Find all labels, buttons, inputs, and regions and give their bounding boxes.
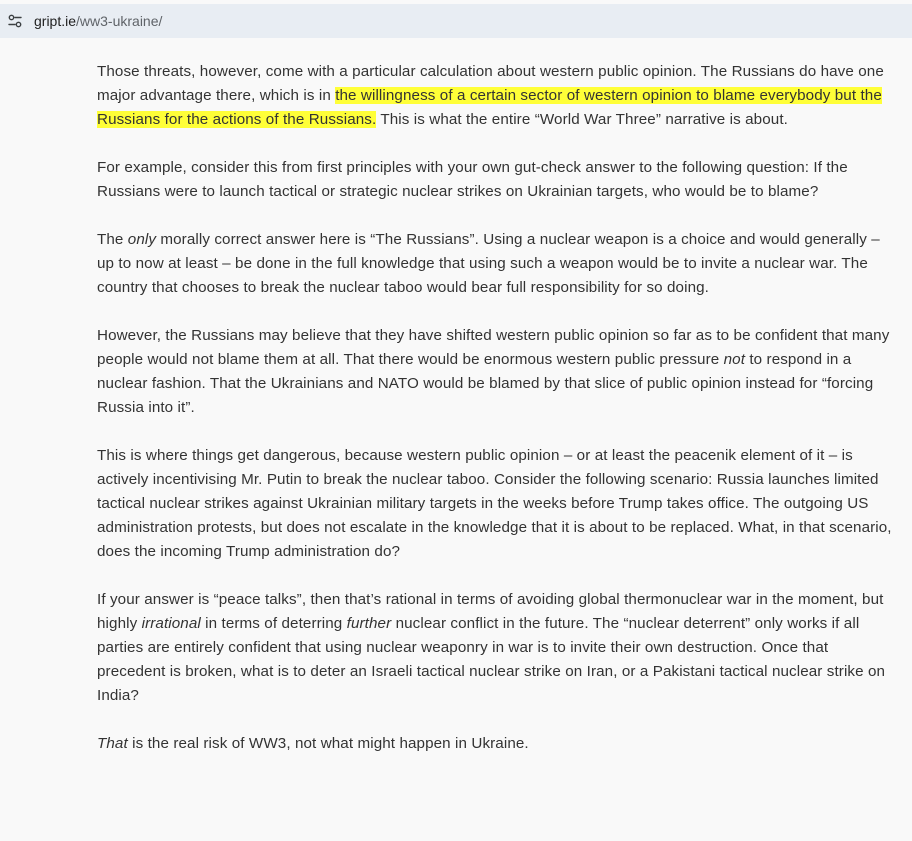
article-body <box>97 60 897 780</box>
paragraph-3 <box>97 228 897 300</box>
paragraph-7-emphasis: That <box>97 735 128 752</box>
paragraph-6-text-c: nuclear conflict in the future. The “nuclear deterrent” only works if all parties are entirely confident that using nuclear weaponry in war is to invite their own destruction. Once that precedent is broken, what is to deter an Israeli tactical nuclear strike on Iran, or a Pakistani tactical nuclear strike on India? <box>97 615 886 704</box>
paragraph-4 <box>97 324 897 420</box>
paragraph-2: For example, consider this from first principles with your own gut-check answer to the following question: If the Russians were to launch tactical or strategic nuclear strikes on Ukrainian targets, who would be to blame? <box>97 159 848 200</box>
paragraph-6-text-b: in terms of deterring <box>200 615 347 632</box>
url-domain: gript.ie <box>34 13 77 29</box>
url-path: /ww3-ukraine/ <box>76 13 163 29</box>
paragraph-1 <box>97 60 897 132</box>
paragraph-7 <box>97 732 897 756</box>
paragraph-3-emphasis: only <box>127 231 157 248</box>
tune-icon[interactable] <box>2 8 28 34</box>
paragraph-6 <box>97 588 897 708</box>
paragraph-6-emphasis-2: further <box>346 615 392 632</box>
paragraph-5: This is where things get dangerous, because western public opinion – or at least the peacenik element of it – is actively incentivising Mr. Putin to break the nuclear taboo. Consider the following scenario: Russia launches limited tactical nuclear strikes against Ukrainian military targets in the weeks before Trump takes office. The outgoing US administration protests, but does not escalate in the knowledge that it is about to be replaced. What, in that scenario, does the incoming Trump administration do? <box>97 447 892 560</box>
paragraph-3-text-a: The <box>97 231 128 248</box>
paragraph-1-text-b: This is what the entire “World War Three” narrative is about. <box>376 111 788 128</box>
browser-address-bar <box>0 0 912 40</box>
paragraph-6-text-a: If your answer is “peace talks”, then that’s rational in terms of avoiding global thermonuclear war in the moment, but highly <box>97 591 884 632</box>
paragraph-4-text-b: to respond in a nuclear fashion. That the Ukrainians and NATO would be blamed by that slice of public opinion instead for “forcing Russia into it”. <box>97 351 874 416</box>
paragraph-4-emphasis: not <box>723 351 746 368</box>
url-text[interactable] <box>34 13 162 29</box>
paragraph-7-text-b: is the real risk of WW3, not what might happen in Ukraine. <box>127 735 529 752</box>
paragraph-1-text-a: Those threats, however, come with a particular calculation about western public opinion. The Russians do have one major advantage there, which is in <box>97 63 884 104</box>
paragraph-3-text-b: morally correct answer here is “The Russians”. Using a nuclear weapon is a choice and would generally – up to now at least – be done in the full knowledge that using such a weapon would be to invite a nuclear war. The country that chooses to break the nuclear taboo would bear full responsibility for so doing. <box>97 231 880 296</box>
paragraph-6-emphasis-1: irrational <box>141 615 201 632</box>
url-field[interactable] <box>0 4 912 38</box>
paragraph-4-text-a: However, the Russians may believe that they have shifted western public opinion so far as to be confident that many people would not blame them at all. That there would be enormous western public pressure <box>97 327 890 368</box>
highlighted-text: the willingness of a certain sector of western opinion to blame everybody but the Russians for the actions of the Russians. <box>97 87 882 128</box>
